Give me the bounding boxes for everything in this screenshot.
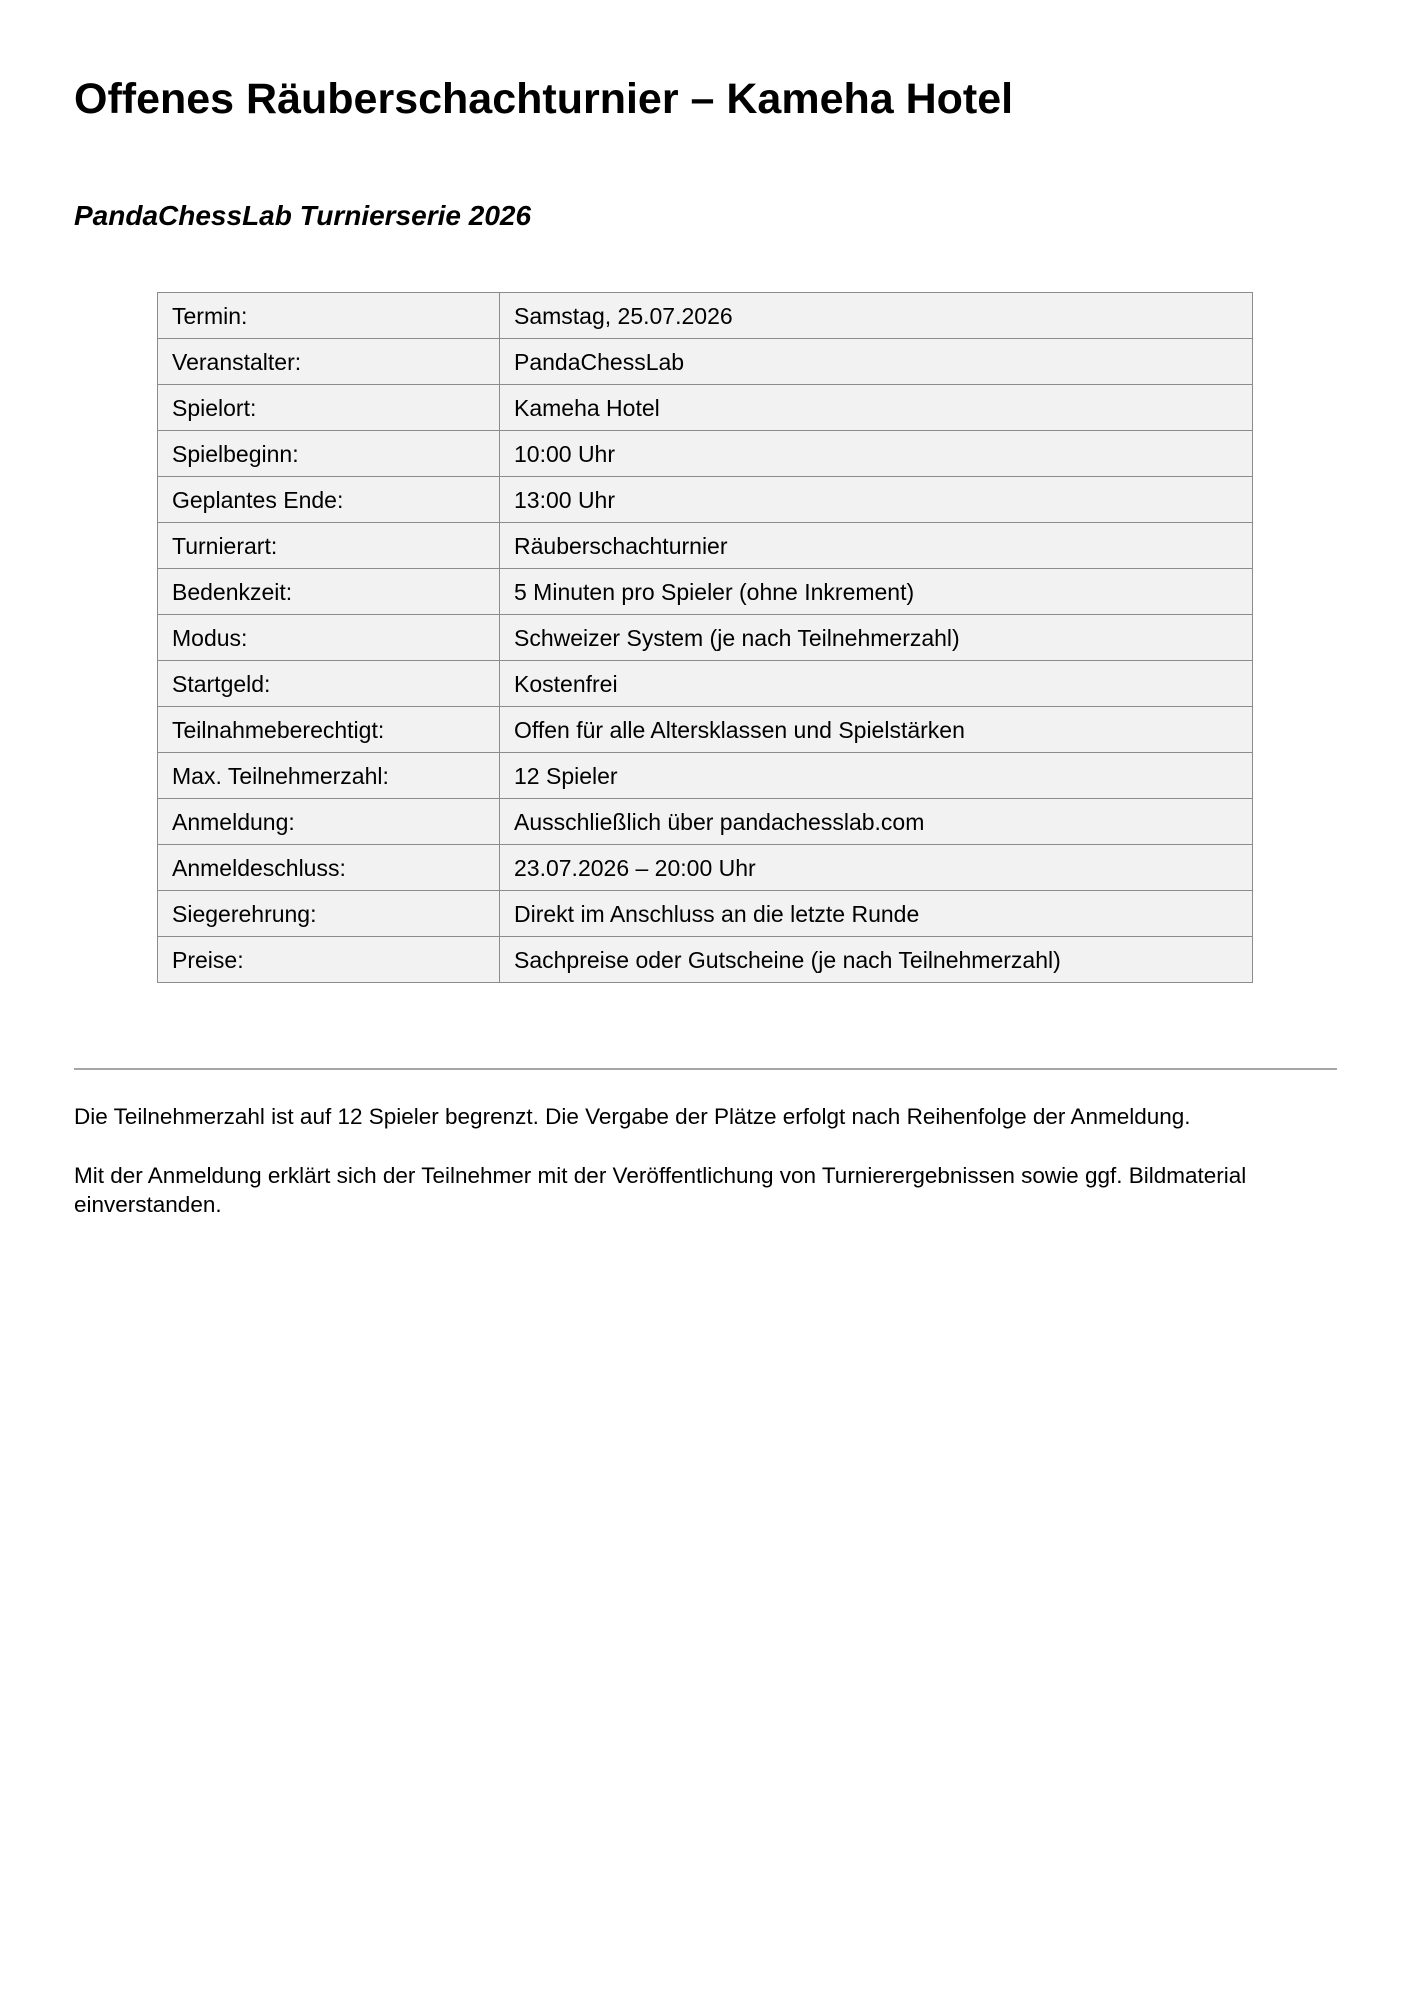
detail-label: Siegerehrung: [158, 891, 500, 937]
table-row [158, 477, 1253, 523]
detail-label: Teilnahmeberechtigt: [158, 707, 500, 753]
detail-value: 10:00 Uhr [500, 431, 1253, 477]
table-row [158, 615, 1253, 661]
detail-value: Räuberschachturnier [500, 523, 1253, 569]
detail-label: Anmeldeschluss: [158, 845, 500, 891]
detail-label: Max. Teilnehmerzahl: [158, 753, 500, 799]
detail-label: Anmeldung: [158, 799, 500, 845]
detail-value: Sachpreise oder Gutscheine (je nach Teilnehmerzahl) [500, 937, 1253, 983]
detail-value: 12 Spieler [500, 753, 1253, 799]
detail-label: Spielort: [158, 385, 500, 431]
table-row [158, 569, 1253, 615]
detail-label: Turnierart: [158, 523, 500, 569]
table-row [158, 937, 1253, 983]
detail-label: Veranstalter: [158, 339, 500, 385]
table-row [158, 431, 1253, 477]
table-row [158, 799, 1253, 845]
tournament-details-table [157, 292, 1253, 983]
table-row [158, 753, 1253, 799]
detail-value: 23.07.2026 – 20:00 Uhr [500, 845, 1253, 891]
horizontal-divider [74, 1068, 1337, 1070]
detail-label: Bedenkzeit: [158, 569, 500, 615]
detail-value: PandaChessLab [500, 339, 1253, 385]
table-row [158, 661, 1253, 707]
page-subtitle: PandaChessLab Turnierserie 2026 [74, 200, 532, 231]
detail-value: Direkt im Anschluss an die letzte Runde [500, 891, 1253, 937]
detail-label: Spielbeginn: [158, 431, 500, 477]
detail-label: Preise: [158, 937, 500, 983]
detail-value: Ausschließlich über pandachesslab.com [500, 799, 1253, 845]
detail-label: Modus: [158, 615, 500, 661]
detail-label: Termin: [158, 293, 500, 339]
page-title: Offenes Räuberschachturnier – Kameha Hotel [74, 75, 1014, 123]
detail-value: Kameha Hotel [500, 385, 1253, 431]
table-row [158, 523, 1253, 569]
table-row [158, 707, 1253, 753]
detail-value: 13:00 Uhr [500, 477, 1253, 523]
consent-note: Mit der Anmeldung erklärt sich der Teilnehmer mit der Veröffentlichung von Turnierergebnissen sowie ggf. Bildmaterial einverstanden. [74, 1163, 1247, 1217]
table-row [158, 293, 1253, 339]
detail-value: 5 Minuten pro Spieler (ohne Inkrement) [500, 569, 1253, 615]
detail-value: Kostenfrei [500, 661, 1253, 707]
table-row [158, 385, 1253, 431]
detail-label: Startgeld: [158, 661, 500, 707]
detail-value: Schweizer System (je nach Teilnehmerzahl) [500, 615, 1253, 661]
detail-value: Offen für alle Altersklassen und Spielstärken [500, 707, 1253, 753]
detail-label: Geplantes Ende: [158, 477, 500, 523]
table-row [158, 339, 1253, 385]
table-row [158, 845, 1253, 891]
detail-value: Samstag, 25.07.2026 [500, 293, 1253, 339]
table-row [158, 891, 1253, 937]
participant-limit-note: Die Teilnehmerzahl ist auf 12 Spieler begrenzt. Die Vergabe der Plätze erfolgt nach Reihenfolge der Anmeldung. [74, 1104, 1191, 1129]
